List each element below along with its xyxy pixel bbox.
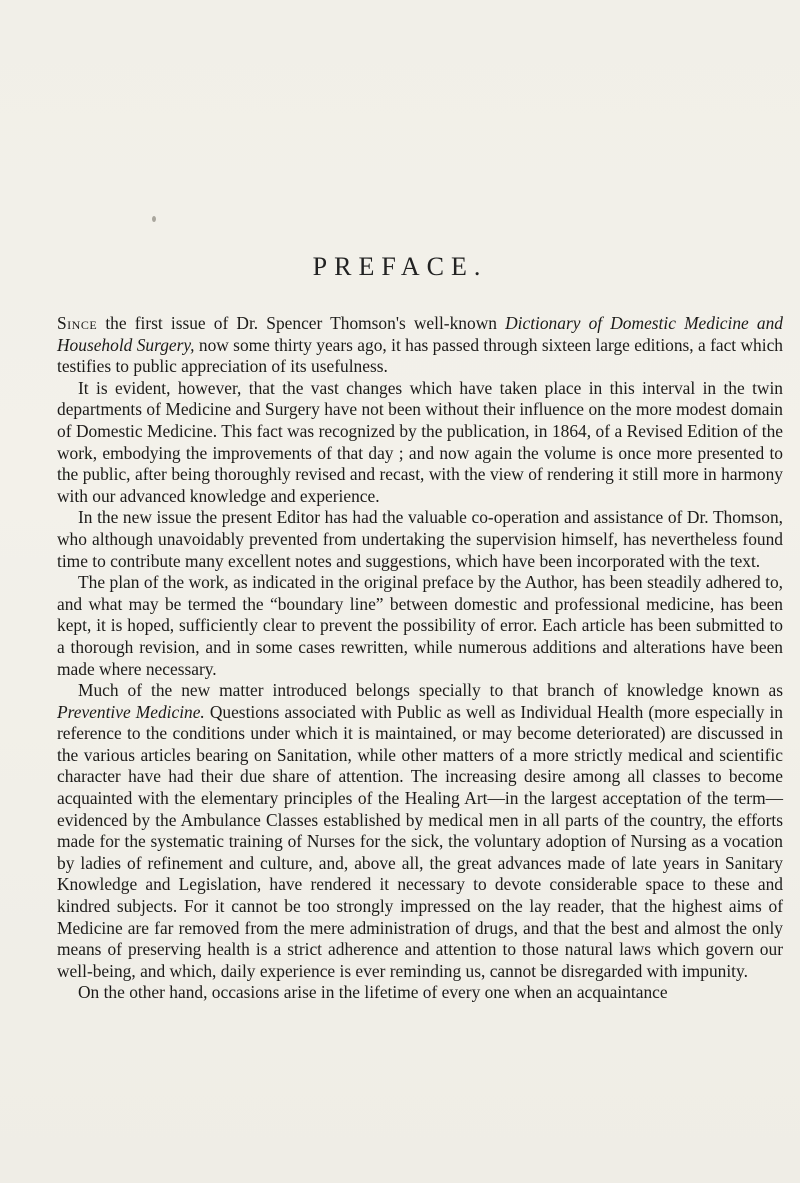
italic-term: Preventive Medicine. xyxy=(57,701,205,722)
book-title: Dictionary of Domestic Medicine and Household Surgery, xyxy=(57,313,783,355)
paragraph-1-text-b: now some thirty years ago, it has passed through sixteen large editions, a fact which testifies to public appreciation of its usefulness. xyxy=(57,334,783,377)
paragraph-5-text-b: Questions associated with Public as well as Individual Health (more especially in reference to the conditions under which it is maintained, or may become deteriorated) are discussed in the various articles bearing on Sanitation, while other matters of a more strictly medical and scientific character have had their due share of attention. The increasing desire among all classes to become acquainted with the elementary principles of the Healing Art—in the largest acceptation of the term—evidenced by the Ambulance Classes established by medical men in all parts of the country, the efforts made for the systematic training of Nurses for the sick, the voluntary adoption of Nursing as a vocation by ladies of refinement and culture, and, above all, the great advances made of late years in Sanitary Knowledge and Legislation, have rendered it necessary to devote considerable space to these and kindred subjects. For it cannot be too strongly impressed on the lay reader, that the highest aims of Medicine are far removed from the mere administration of drugs, and that the best and almost the only means of preserving health is a strict adherence and attention to those natural laws which govern our well-being, and which, daily experience is ever reminding us, cannot be disregarded with impunity. xyxy=(57,701,783,981)
page-title: PREFACE. xyxy=(312,252,488,281)
paragraph-4: The plan of the work, as indicated in the original preface by the Author, has been steadily adhered to, and what may be termed the “boundary line” between domestic and professional medicine, has been kept, it is hoped, sufficiently clear to prevent the possibility of error. Each article has been submitted to a thorough revision, and in some cases rewritten, while numerous additions and alterations have been made where necessary. xyxy=(57,572,783,679)
paragraph-5 xyxy=(57,680,783,982)
ink-speck xyxy=(152,216,156,222)
paragraph-1 xyxy=(57,313,783,378)
preface-body xyxy=(57,313,783,1004)
paragraph-3: In the new issue the present Editor has had the valuable co-operation and assistance of Dr. Thomson, who although unavoidably prevented from undertaking the supervision himself, has nevertheless found time to contribute many excellent notes and suggestions, which have been incorporated with the text. xyxy=(57,507,783,571)
drop-lead-word: Since xyxy=(57,313,98,333)
paragraph-1-text-a: the first issue of Dr. Spencer Thomson's well-known xyxy=(97,313,506,333)
paragraph-6: On the other hand, occasions arise in the lifetime of every one when an acquaintance xyxy=(78,982,668,1003)
paragraph-5-text-a: Much of the new matter introduced belongs specially to that branch of knowledge known as xyxy=(78,680,783,701)
paragraph-2: It is evident, however, that the vast changes which have taken place in this interval in the twin departments of Medicine and Surgery have not been without their influence on the more modest domain of Domestic Medicine. This fact was recognized by the publication, in 1864, of a Revised Edition of the work, embodying the improvements of that day ; and now again the volume is once more presented to the public, after being thoroughly revised and recast, with the view of rendering it still more in harmony with our advanced knowledge and experience. xyxy=(57,377,783,506)
